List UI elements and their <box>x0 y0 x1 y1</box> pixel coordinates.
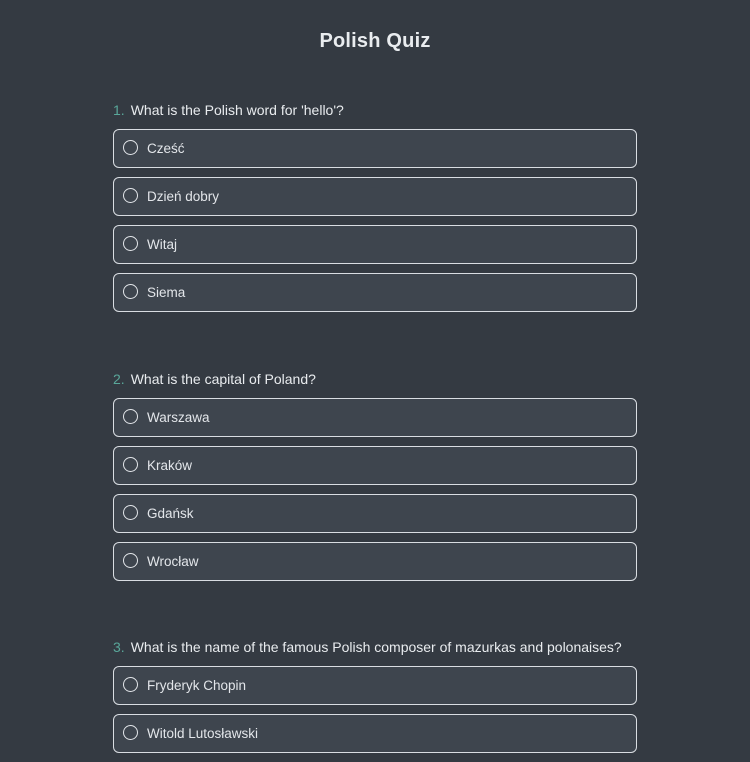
answer-option[interactable] <box>113 714 637 753</box>
question-3 <box>113 638 637 762</box>
question-number: 3. <box>113 639 125 655</box>
answer-option[interactable] <box>113 494 637 533</box>
question-text <box>113 370 637 388</box>
radio-button[interactable] <box>123 505 138 520</box>
question-label: What is the name of the famous Polish composer of mazurkas and polonaises? <box>130 639 622 655</box>
radio-button[interactable] <box>123 725 138 740</box>
option-label: Wrocław <box>147 554 199 569</box>
question-number: 1. <box>113 102 125 118</box>
option-label: Witold Lutosławski <box>147 726 259 741</box>
question-2 <box>113 370 637 590</box>
radio-button[interactable] <box>123 140 138 155</box>
radio-button[interactable] <box>123 284 138 299</box>
answer-option[interactable] <box>113 398 637 437</box>
answer-option[interactable] <box>113 446 637 485</box>
question-1 <box>113 101 637 321</box>
question-text <box>113 638 637 656</box>
question-label: What is the Polish word for 'hello'? <box>130 102 344 118</box>
radio-button[interactable] <box>123 677 138 692</box>
question-label: What is the capital of Poland? <box>130 371 316 387</box>
answer-option[interactable] <box>113 542 637 581</box>
option-label: Kraków <box>147 458 193 473</box>
question-text <box>113 101 637 119</box>
answer-option[interactable] <box>113 666 637 705</box>
radio-button[interactable] <box>123 409 138 424</box>
option-label: Warszawa <box>147 410 210 425</box>
option-label: Cześć <box>147 141 185 156</box>
option-label: Gdańsk <box>147 506 194 521</box>
page-title: Polish Quiz <box>319 30 431 52</box>
answer-option[interactable] <box>113 273 637 312</box>
radio-button[interactable] <box>123 457 138 472</box>
option-label: Fryderyk Chopin <box>147 678 247 693</box>
question-number: 2. <box>113 371 125 387</box>
radio-button[interactable] <box>123 188 138 203</box>
answer-option[interactable] <box>113 225 637 264</box>
option-label: Witaj <box>147 237 177 252</box>
option-label: Siema <box>147 285 186 300</box>
radio-button[interactable] <box>123 553 138 568</box>
radio-button[interactable] <box>123 236 138 251</box>
answer-option[interactable] <box>113 177 637 216</box>
answer-option[interactable] <box>113 129 637 168</box>
option-label: Dzień dobry <box>147 189 220 204</box>
